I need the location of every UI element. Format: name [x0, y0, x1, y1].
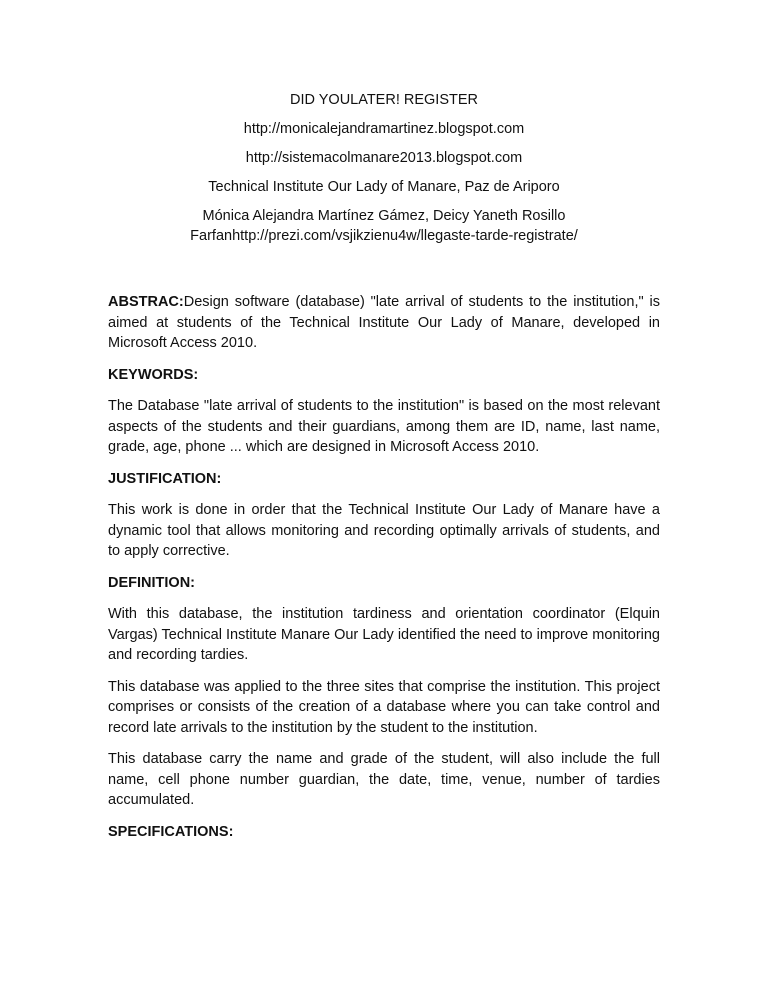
document-header [100, 86, 668, 246]
keywords-heading: KEYWORDS: [108, 366, 199, 383]
definition-paragraph-3: This database carry the name and grade of the student, will also include the full name, cell phone number guardian, the date, time, venue, number of tardies accumulated. [108, 751, 660, 808]
document-title: DID YOULATER! REGISTER [290, 92, 478, 108]
specifications-heading: SPECIFICATIONS: [108, 823, 234, 840]
definition-paragraph-2: This database was applied to the three sites that comprise the institution. This project comprises or consists of the creation of a database where you can take control and record late arrivals to the institution by the student to the institution. [108, 678, 660, 736]
document-body [108, 292, 660, 853]
definition-paragraph-1: With this database, the institution tardiness and orientation coordinator (Elquin Vargas) Technical Institute Manare Our Lady identified the need to improve monitoring and recording tardies. [108, 606, 660, 663]
keywords-paragraph: The Database "late arrival of students to the institution" is based on the most relevant aspects of the students and their guardians, among them are ID, name, last name, grade, age, phone ... which are designed in Microsoft Access 2010. [108, 398, 660, 455]
authors-line-2: Farfanhttp://prezi.com/vsjikzienu4w/llegaste-tarde-registrate/ [190, 228, 578, 244]
abstract-text: Design software (database) "late arrival of students to the institution," is aimed at students of the Technical Institute Our Lady of Manare, developed in Microsoft Access 2010. [108, 294, 660, 351]
justification-heading: JUSTIFICATION: [108, 470, 222, 487]
justification-paragraph: This work is done in order that the Technical Institute Our Lady of Manare have a dynamic tool that allows monitoring and recording optimally arrivals of students, and to apply corrective. [108, 502, 660, 559]
abstract-label: ABSTRAC: [108, 294, 184, 310]
authors-line-1: Mónica Alejandra Martínez Gámez, Deicy Yaneth Rosillo [202, 208, 566, 224]
abstract-paragraph [108, 292, 660, 354]
definition-heading: DEFINITION: [108, 574, 195, 591]
blog-link-2: http://sistemacolmanare2013.blogspot.com [245, 150, 523, 166]
institution-line: Technical Institute Our Lady of Manare, Paz de Ariporo [208, 179, 560, 195]
blog-link-1: http://monicalejandramartinez.blogspot.com [243, 121, 525, 137]
